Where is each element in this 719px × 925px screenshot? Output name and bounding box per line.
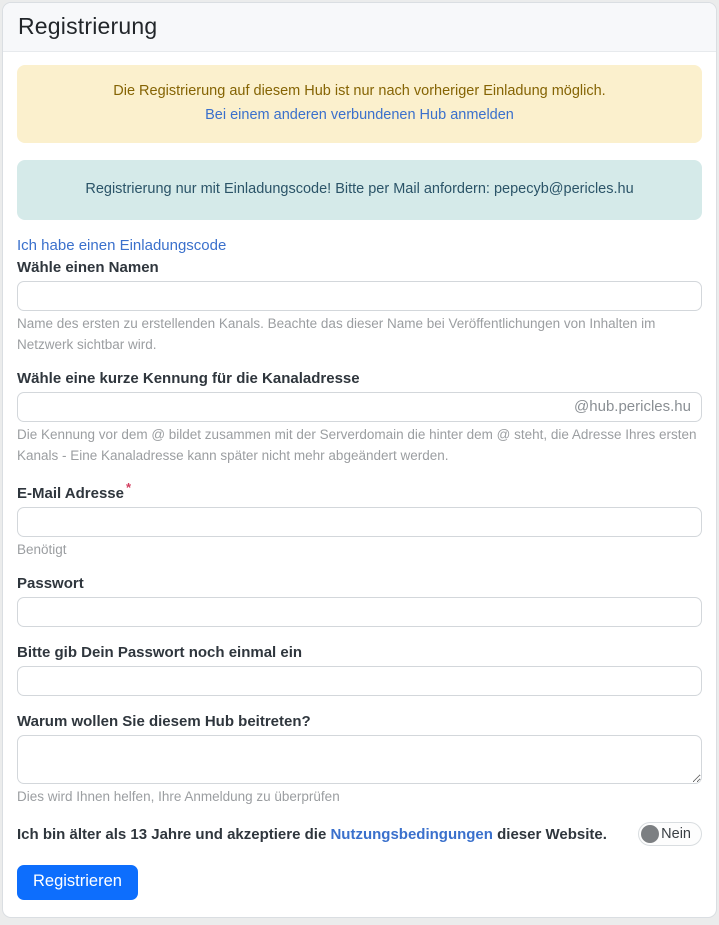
card-header <box>3 3 716 52</box>
password-confirm-input[interactable] <box>17 666 702 696</box>
nickname-domain-suffix: @hub.pericles.hu <box>574 398 691 416</box>
toggle-knob-icon <box>641 825 659 843</box>
nickname-input[interactable] <box>28 399 568 415</box>
password-input[interactable] <box>17 597 702 627</box>
nickname-help-text: Die Kennung vor dem @ bildet zusammen mit der Serverdomain die hinter dem @ steht, die Adresse Ihres ersten Kanals - Eine Kanaladresse kann später nicht mehr abgeändert werden. <box>17 426 697 463</box>
password-confirm-field-group <box>17 644 702 696</box>
tos-row <box>17 822 702 846</box>
password-label: Passwort <box>17 575 84 593</box>
tos-label: Ich bin älter als 13 Jahre und akzeptiere die Nutzungsbedingungen dieser Website. <box>17 825 607 843</box>
email-label: E-Mail Adresse * <box>17 480 132 503</box>
page-title: Registrierung <box>18 13 158 39</box>
nickname-label: Wähle eine kurze Kennung für die Kanaladresse <box>17 369 360 387</box>
tos-toggle[interactable] <box>638 822 702 846</box>
reason-field-group <box>17 713 702 808</box>
registration-form <box>3 52 716 917</box>
name-input[interactable] <box>17 281 702 311</box>
nickname-input-wrap <box>17 392 702 422</box>
nickname-field-group <box>17 370 702 467</box>
email-input[interactable] <box>17 507 702 537</box>
password-confirm-label: Bitte gib Dein Passwort noch einmal ein <box>17 644 303 662</box>
name-field-group <box>17 259 702 356</box>
email-field-group <box>17 480 702 561</box>
invite-only-alert <box>17 65 702 143</box>
tos-link[interactable]: Nutzungsbedingungen <box>330 825 493 843</box>
other-hub-link[interactable]: Bei einem anderen verbundenen Hub anmelden <box>205 106 514 123</box>
have-invite-code-link[interactable]: Ich habe einen Einladungscode <box>17 236 227 254</box>
password-field-group <box>17 575 702 627</box>
registration-card <box>2 2 717 918</box>
reason-textarea[interactable] <box>17 735 702 784</box>
invite-code-alert-text: Registrierung nur mit Einladungscode! Bitte per Mail anfordern: pepecyb@pericles.hu <box>85 180 634 197</box>
reason-label: Warum wollen Sie diesem Hub beitreten? <box>17 713 311 731</box>
name-help-text: Name des ersten zu erstellenden Kanals. Beachte das dieser Name bei Veröffentlichungen von Inhalten im Netzwerk sichtbar wird. <box>17 315 656 352</box>
reason-help-text: Dies wird Ihnen helfen, Ihre Anmeldung zu überprüfen <box>17 789 340 805</box>
toggle-state-text: Nein <box>661 826 691 843</box>
name-label: Wähle einen Namen <box>17 258 159 276</box>
email-help-text: Benötigt <box>17 542 67 558</box>
invite-code-alert <box>17 160 702 220</box>
register-button[interactable]: Registrieren <box>17 865 138 900</box>
invite-only-alert-text: Die Registrierung auf diesem Hub ist nur nach vorheriger Einladung möglich. <box>113 83 606 99</box>
required-asterisk: * <box>126 480 132 496</box>
